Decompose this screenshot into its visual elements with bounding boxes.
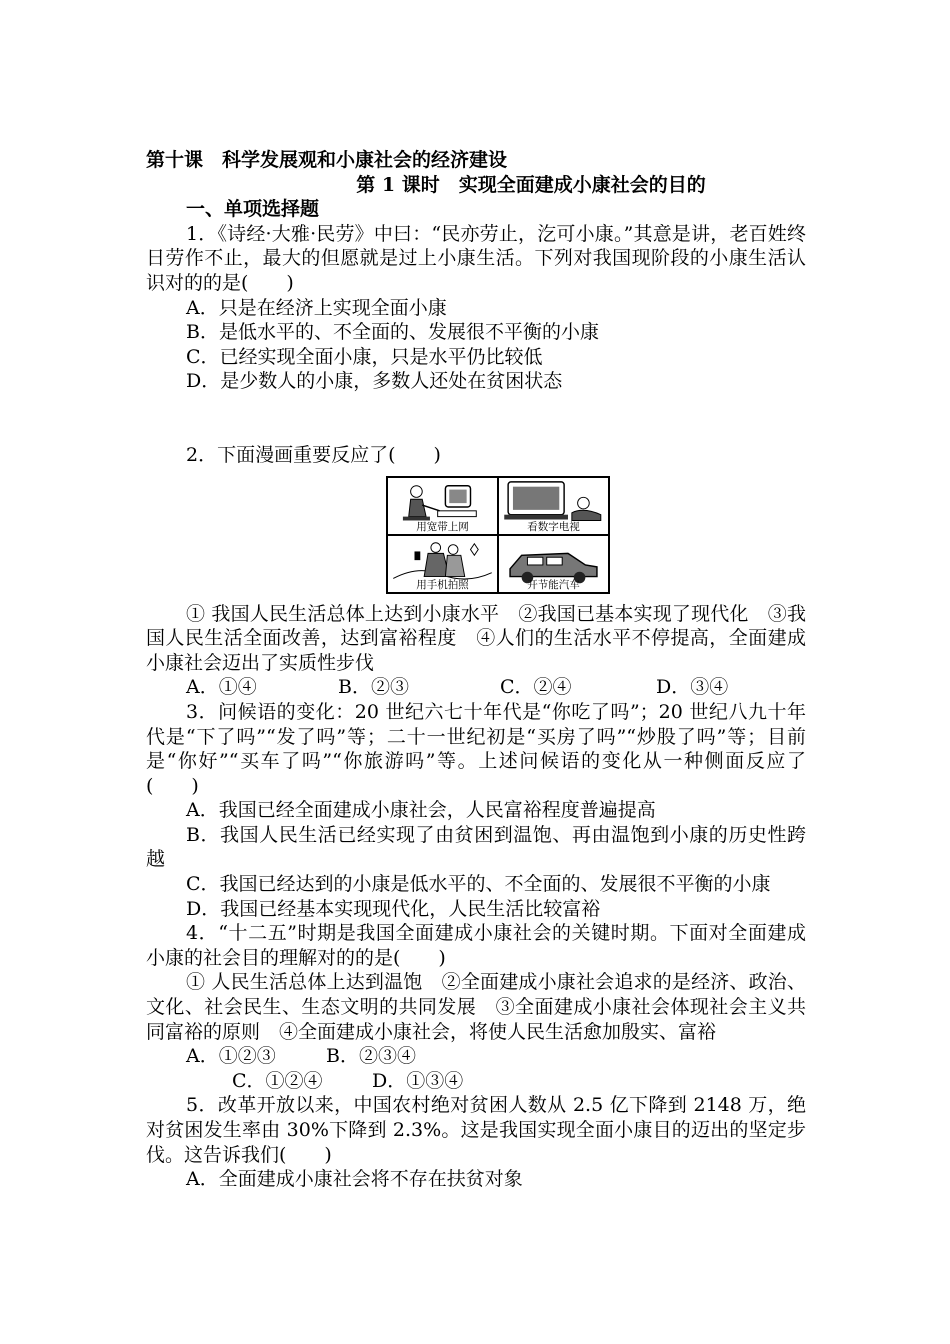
question-5-stem: 5．改革开放以来，中国农村绝对贫困人数从 2.5 亿下降到 2148 万，绝对贫困发生率由 30%下降到 2.3%。这是我国实现全面小康目的迈出的坚定步伐。这告诉我们( ) (146, 1094, 806, 1166)
question-4-option-d: D．①③④ (372, 1069, 464, 1092)
question-4-option-c: C．①②④ (232, 1069, 323, 1092)
cartoon-panel-energy-car (498, 535, 609, 593)
question-4-option-b: B．②③④ (326, 1045, 416, 1068)
question-1-option-b: B．是低水平的、不全面的、发展很不平衡的小康 (186, 321, 599, 344)
question-1-option-d: D．是少数人的小康，多数人还处在贫困状态 (186, 370, 563, 393)
caption-energy-car: 开节能汽车 (527, 578, 580, 591)
question-4-stem: 4．“十二五”时期是我国全面建成小康社会的关键时期。下面对全面建成小康的社会目的理解对的的是( ) (146, 922, 806, 969)
question-3-option-d: D．我国已经基本实现现代化，人民生活比较富裕 (186, 897, 601, 920)
question-4-option-a: A．①②③ (186, 1045, 276, 1068)
question-4-options-row-2 (146, 1069, 806, 1094)
question-2-stem: 2．下面漫画重要反应了( ) (186, 443, 441, 466)
question-2-option-d: D．③④ (656, 676, 729, 699)
question-5-option-a: A．全面建成小康社会将不存在扶贫对象 (186, 1168, 523, 1191)
cartoon-figure (386, 476, 610, 594)
lesson-subtitle: 第 1 课时 实现全面建成小康社会的目的 (356, 173, 706, 196)
question-2-statements: ① 我国人民生活总体上达到小康水平 ②我国已基本实现了现代化 ③我国人民生活全面改善，达到富裕程度 ④人们的生活水平不停提高，全面建成小康社会迈出了实质性步伐 (146, 602, 806, 674)
spacer (146, 394, 806, 443)
question-1-option-a: A．只是在经济上实现全面小康 (186, 296, 447, 319)
question-2-options (146, 675, 806, 700)
cartoon-panel-phone-photo (387, 535, 498, 593)
caption-digital-tv: 看数字电视 (527, 520, 580, 533)
section-heading: 一、单项选择题 (186, 198, 320, 221)
question-4-options-row-1 (146, 1044, 806, 1069)
question-3-option-c: C．我国已经达到的小康是低水平的、不全面的、发展很不平衡的小康 (186, 873, 771, 896)
caption-phone-photo: 用手机拍照 (416, 578, 469, 591)
question-2-option-b: B．②③ (338, 676, 409, 699)
question-1-option-c: C．已经实现全面小康，只是水平仍比较低 (186, 345, 543, 368)
cartoon-panel-broadband (387, 477, 498, 535)
document-content (146, 148, 806, 1192)
question-2-option-c: C．②④ (500, 676, 572, 699)
question-3-option-b: B．我国人民生活已经实现了由贫困到温饱、再由温饱到小康的历史性跨越 (146, 823, 806, 871)
question-2-option-a: A．①④ (186, 676, 257, 699)
caption-broadband: 用宽带上网 (416, 520, 469, 533)
question-1-stem: 1．《诗经·大雅·民劳》中曰：“民亦劳止，汔可小康。”其意是讲，老百姓终日劳作不止，最大的但愿就是过上小康生活。下列对我国现阶段的小康生活认识对的的是( ) (146, 222, 806, 294)
question-4-statements: ① 人民生活总体上达到温饱 ②全面建成小康社会追求的是经济、政治、文化、社会民生、生态文明的共同发展 ③全面建成小康社会体现社会主义共同富裕的原则 ④全面建成小康社会，将使人民生活愈加殷实、富裕 (146, 971, 806, 1043)
question-3-option-a: A．我国已经全面建成小康社会，人民富裕程度普遍提高 (186, 799, 656, 822)
cartoon-panel-digital-tv (498, 477, 609, 535)
lesson-title: 第十课 科学发展观和小康社会的经济建设 (146, 149, 508, 171)
question-3-stem: 3．问候语的变化：20 世纪六七十年代是“你吃了吗”；20 世纪八九十年代是“下了吗”“发了吗”等；二十一世纪初是“买房了吗”“炒股了吗”等；目前是“你好”“买车了吗”“你旅游吗”等。上述问候语的变化从一种侧面反应了( ) (146, 700, 806, 797)
